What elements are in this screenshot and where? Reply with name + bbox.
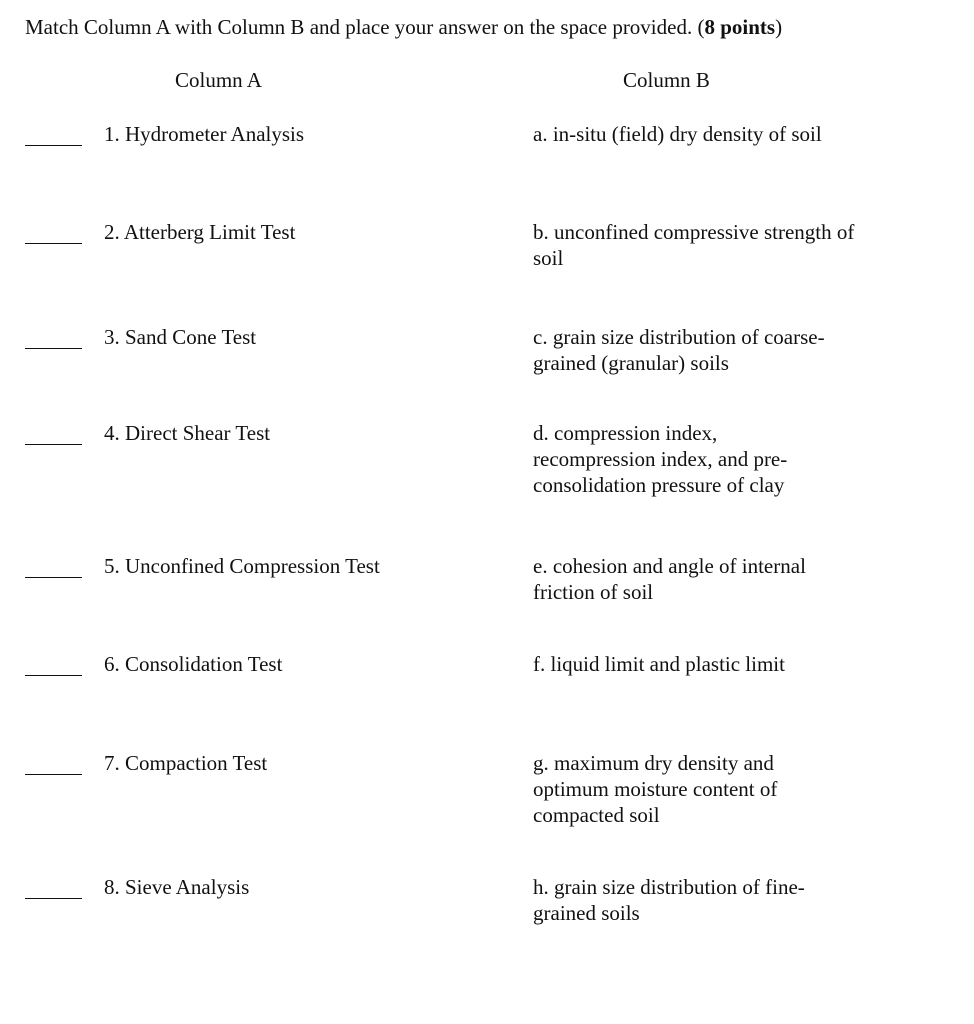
column-a-header: Column A [175, 68, 262, 92]
column-b-definition: e. cohesion and angle of internal friction of soil [533, 554, 806, 604]
column-b-definition: d. compression index, recompression index, and pre-consolidation pressure of clay [533, 421, 788, 497]
instructions [25, 14, 782, 40]
column-b-definition: c. grain size distribution of coarse-grained (granular) soils [533, 325, 825, 375]
column-a-term: 7. Compaction Test [104, 751, 268, 775]
column-b-definition: b. unconfined compressive strength of soil [533, 220, 855, 270]
column-b-header: Column B [623, 68, 710, 92]
column-a-term: 2. Atterberg Limit Test [104, 220, 296, 244]
answer-blank[interactable] [25, 675, 82, 676]
column-b-definition: g. maximum dry density and optimum moisture content of compacted soil [533, 751, 778, 827]
column-a-term: 3. Sand Cone Test [104, 325, 257, 349]
column-b-definition: a. in-situ (field) dry density of soil [533, 122, 822, 146]
points-label: 8 points [704, 15, 776, 39]
answer-blank[interactable] [25, 145, 82, 146]
column-a-term: 1. Hydrometer Analysis [104, 122, 305, 146]
instructions-text: Match Column A with Column B and place your answer on the space provided. ( [25, 15, 705, 39]
column-a-term: 6. Consolidation Test [104, 652, 283, 676]
answer-blank[interactable] [25, 243, 82, 244]
column-a-term: 8. Sieve Analysis [104, 875, 250, 899]
column-a-term: 4. Direct Shear Test [104, 421, 271, 445]
column-b-definition: f. liquid limit and plastic limit [533, 652, 785, 676]
answer-blank[interactable] [25, 774, 82, 775]
answer-blank[interactable] [25, 444, 82, 445]
answer-blank[interactable] [25, 348, 82, 349]
column-b-definition: h. grain size distribution of fine-grained soils [533, 875, 805, 925]
instructions-suffix: ) [775, 15, 783, 39]
column-a-term: 5. Unconfined Compression Test [104, 554, 380, 578]
answer-blank[interactable] [25, 577, 82, 578]
answer-blank[interactable] [25, 898, 82, 899]
